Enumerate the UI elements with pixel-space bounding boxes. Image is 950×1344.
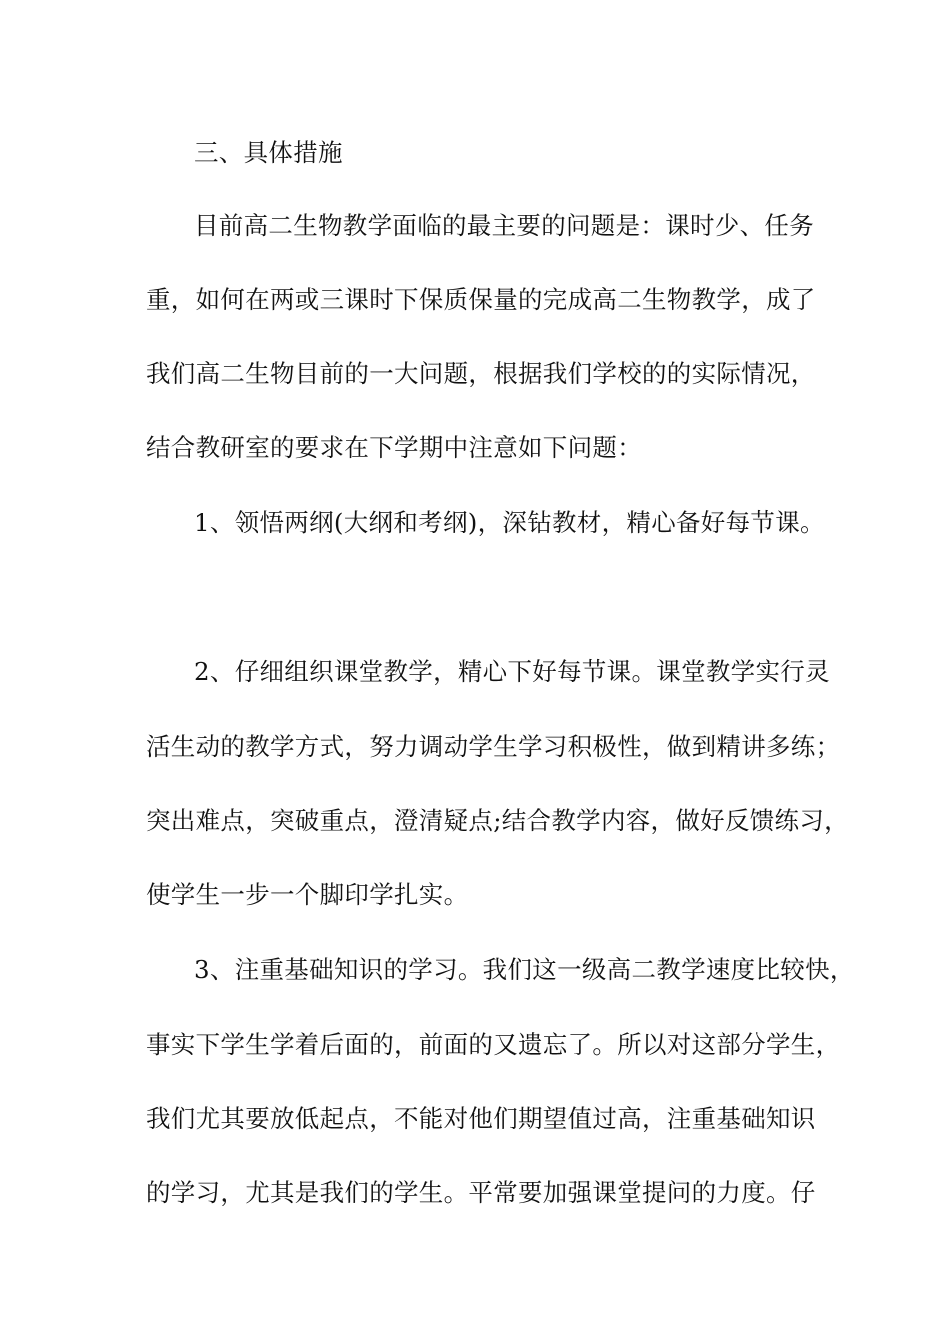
paragraph-line: 活生动的教学方式，努力调动学生学习积极性，做到精讲多练； [146,732,841,761]
paragraph-line: 的学习，尤其是我们的学生。平常要加强课堂提问的力度。仔 [146,1178,816,1207]
paragraph-line: 使学生一步一个脚印学扎实。 [146,880,469,909]
paragraph-line: 结合教研室的要求在下学期中注意如下问题： [146,433,642,462]
paragraph-line: 1、领悟两纲(大纲和考纲)，深钻教材，精心备好每节课。 [194,508,825,537]
paragraph-line: 目前高二生物教学面临的最主要的问题是：课时少、任务 [194,211,814,240]
paragraph-line: 我们尤其要放低起点，不能对他们期望值过高，注重基础知识 [146,1104,816,1133]
paragraph-line: 3、注重基础知识的学习。我们这一级高二教学速度比较快， [194,955,855,984]
section-heading: 三、具体措施 [194,138,343,167]
paragraph-line: 2、仔细组织课堂教学，精心下好每节课。课堂教学实行灵 [194,657,830,686]
paragraph-line: 重，如何在两或三课时下保质保量的完成高二生物教学，成了 [146,285,816,314]
paragraph-line: 我们高二生物目前的一大问题，根据我们学校的的实际情况， [146,359,816,388]
paragraph-line: 事实下学生学着后面的，前面的又遗忘了。所以对这部分学生， [146,1030,841,1059]
paragraph-line: 突出难点，突破重点，澄清疑点;结合教学内容，做好反馈练习， [146,806,849,835]
